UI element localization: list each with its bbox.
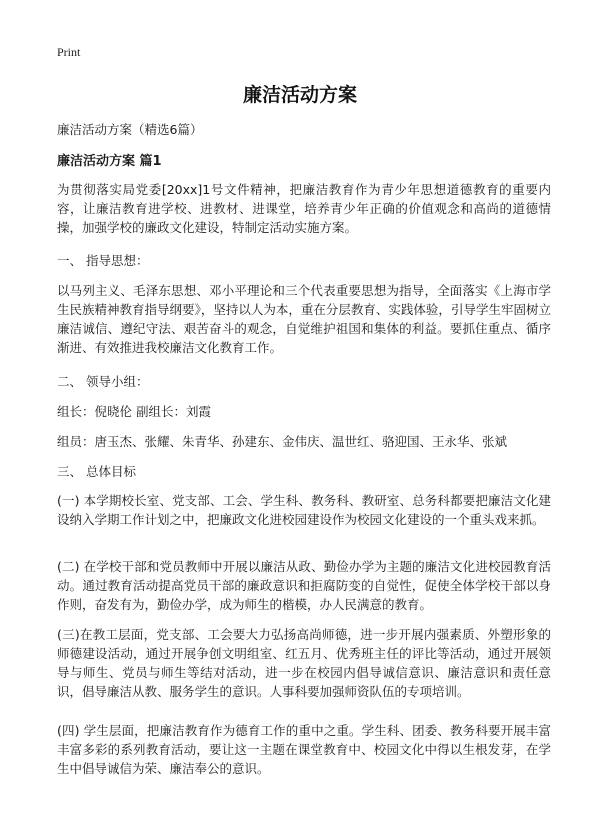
group-members: 组员：唐玉杰、张耀、朱青华、孙建东、金伟庆、温世红、骆迎国、王永华、张斌: [57, 434, 508, 449]
section-title: 廉洁活动方案 篇1: [57, 154, 162, 169]
document-title: 廉洁活动方案: [242, 84, 357, 106]
heading-guiding: 一、 指导思想：: [57, 253, 149, 268]
guiding-paragraph: 以马列主义、毛泽东思想、邓小平理论和三个代表重要思想为指导，全面落实《上海市学生民族精神教育指导纲要》，坚持以人为本，重在分层教育、实践体验，引导学生牢固树立廉洁诚信、遵纪守法、艰苦奋斗的观念，自觉维护祖国和集体的利益。要抓住重点、循序渐进、有效推进我校廉洁文化教育工作。: [57, 283, 551, 355]
group-leaders: 组长：倪晓伦 副组长：刘霞: [57, 404, 211, 419]
goal-4-paragraph: (四) 学生层面，把廉洁教育作为德育工作的重中之重。学生科、团委、教务科要开展丰富丰富多彩的系列教育活动，要让这一主题在课堂教育中、校园文化中得以生根发芽，在学生中倡导诚信为荣、廉洁奉公的意识。: [57, 723, 551, 776]
document-subtitle: 廉洁活动方案（精选6篇）: [57, 122, 203, 137]
heading-leadership: 二、 领导小组：: [57, 374, 149, 389]
goal-2-paragraph: (二) 在学校干部和党员教师中开展以廉洁从政、勤俭办学为主题的廉洁文化进校园教育活动。通过教育活动提高党员干部的廉政意识和拒腐防变的自觉性，促使全体学校干部以身作则，奋发有为，勤俭办学，成为师生的楷模，办人民满意的教育。: [57, 559, 551, 612]
print-label: Print: [57, 45, 81, 59]
heading-goals: 三、 总体目标: [57, 464, 136, 479]
goal-3-paragraph: (三)在教工层面，党支部、工会要大力弘扬高尚师德，进一步开展内强素质、外塑形象的师德建设活动，通过开展争创文明组室、红五月、优秀班主任的评比等活动，通过开展领导与师生、党员与师生等结对活动，进一步在校园内倡导诚信意识、廉洁意识和责任意识，倡导廉洁从教、服务学生的意识。人事科要加强师资队伍的专项培训。: [57, 627, 551, 699]
goal-1-paragraph: (一) 本学期校长室、党支部、工会、学生科、教务科、教研室、总务科都要把廉洁文化建设纳入学期工作计划之中，把廉政文化进校园建设作为校园文化建设的一个重头戏来抓。: [57, 493, 551, 527]
intro-paragraph: 为贯彻落实局党委[20xx]1号文件精神，把廉洁教育作为青少年思想道德教育的重要内容，让廉洁教育进学校、进教材、进课堂，培养青少年正确的价值观念和高尚的道德情操，加强学校的廉政文化建设，特制定活动实施方案。: [57, 182, 551, 235]
